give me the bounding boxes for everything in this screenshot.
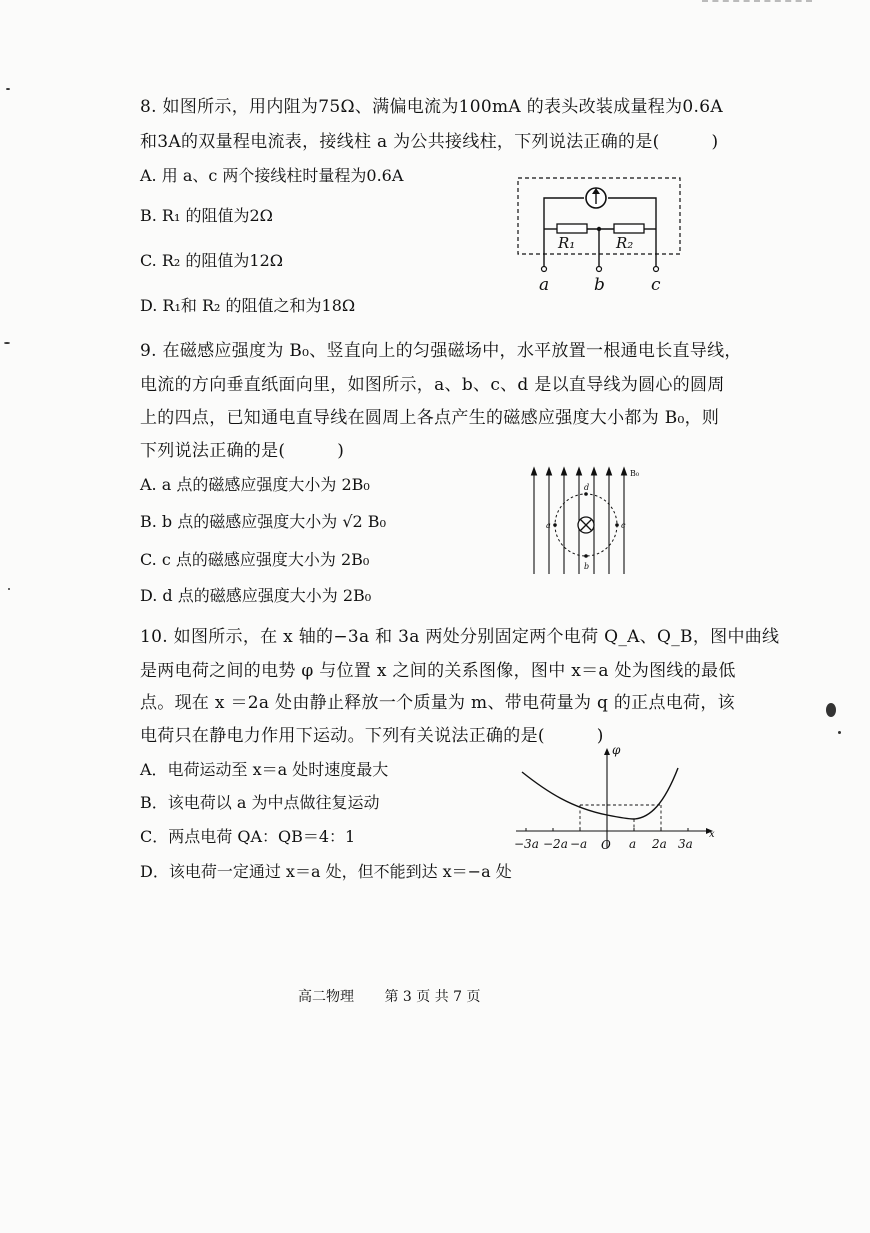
point-a-label: a (546, 521, 551, 530)
q10-stem-line3: 点。现在 x ＝2a 处由静止释放一个质量为 m、带电荷量为 q 的正点电荷，该 (140, 693, 735, 713)
q10-potential-graph-figure (512, 742, 722, 854)
q8-option-d: D. R₁和 R₂ 的阻值之和为18Ω (140, 296, 356, 315)
resistor-r2 (614, 224, 644, 233)
q10-stem-line4: 电荷只在静电力作用下运动。下列有关说法正确的是( ) (140, 726, 604, 746)
point-c-label: c (621, 521, 626, 530)
q10-stem-line1: 10. 如图所示，在 x 轴的−3a 和 3a 两处分别固定两个电荷 Q_A、Q_B，图中曲线 (140, 627, 780, 647)
tick-label-neg2a: −2a (543, 837, 568, 851)
q9-magnetic-field-figure (522, 462, 652, 577)
page-footer (298, 986, 507, 1006)
q9-stem-line2: 电流的方向垂直纸面向里，如图所示，a、b、c、d 是以直导线为圆心的圆周 (140, 375, 725, 395)
q9-option-d: D. d 点的磁感应强度大小为 2B₀ (140, 586, 372, 605)
tick-label-3a: 3a (678, 837, 693, 851)
point-b-label: b (584, 562, 590, 571)
q8-ammeter-circuit-figure (512, 172, 687, 297)
q10-option-c: C．两点电荷 QA：QB＝4：1 (140, 827, 356, 846)
origin-label: O (601, 838, 611, 852)
scan-speck (826, 703, 836, 717)
footer-subject: 高二物理 (298, 989, 354, 1005)
field-b0-label: B₀ (630, 469, 640, 478)
tick-label-a: a (629, 837, 637, 851)
q10-option-a: A．电荷运动至 x＝a 处时速度最大 (140, 760, 389, 779)
tick-label-nega: −a (570, 837, 588, 851)
r1-label: R₁ (558, 234, 576, 252)
scan-speck (4, 342, 10, 344)
tick-label-neg3a: −3a (514, 837, 539, 851)
phi-axis-label: φ (612, 743, 621, 757)
q10-option-d: D．该电荷一定通过 x＝a 处，但不能到达 x＝−a 处 (140, 862, 512, 881)
r2-label: R₂ (616, 234, 634, 252)
q8-stem-line1: 8. 如图所示，用内阻为75Ω、满偏电流为100mA 的表头改装成量程为0.6A (140, 97, 723, 117)
terminal-b-label: b (594, 275, 605, 295)
q9-stem-line1: 9. 在磁感应强度为 B₀、竖直向上的匀强磁场中，水平放置一根通电长直导线， (140, 341, 742, 361)
q8-option-c: C. R₂ 的阻值为12Ω (140, 251, 284, 270)
q9-stem-line4: 下列说法正确的是( ) (140, 441, 345, 461)
potential-curve (522, 768, 678, 819)
terminal-c-label: c (651, 275, 661, 295)
q10-stem-line2: 是两电荷之间的电势 φ 与位置 x 之间的关系图像，图中 x＝a 处为图线的最低 (140, 661, 736, 681)
terminal-a-label: a (539, 275, 550, 295)
q8-option-a: A. 用 a、c 两个接线柱时量程为0.6A (140, 166, 404, 185)
scan-top-mark (702, 0, 812, 6)
scan-speck (6, 88, 10, 90)
resistor-r1 (557, 224, 587, 233)
q8-option-b: B. R₁ 的阻值为2Ω (140, 206, 273, 225)
scan-speck (838, 731, 841, 734)
q9-option-c: C. c 点的磁感应强度大小为 2B₀ (140, 550, 370, 569)
q10-option-b: B．该电荷以 a 为中点做往复运动 (140, 793, 380, 812)
scan-speck (8, 588, 10, 590)
footer-page-info: 第 3 页 共 7 页 (384, 989, 481, 1005)
q9-option-a: A. a 点的磁感应强度大小为 2B₀ (140, 475, 370, 494)
q8-stem-line2: 和3A的双量程电流表，接线柱 a 为公共接线柱，下列说法正确的是( ) (140, 132, 719, 152)
q9-stem-line3: 上的四点，已知通电直导线在圆周上各点产生的磁感应强度大小都为 B₀，则 (140, 408, 720, 428)
q9-option-b: B. b 点的磁感应强度大小为 √2 B₀ (140, 512, 386, 531)
x-axis-label: x (709, 829, 715, 840)
tick-label-2a: 2a (652, 837, 667, 851)
point-d-label: d (584, 483, 590, 492)
